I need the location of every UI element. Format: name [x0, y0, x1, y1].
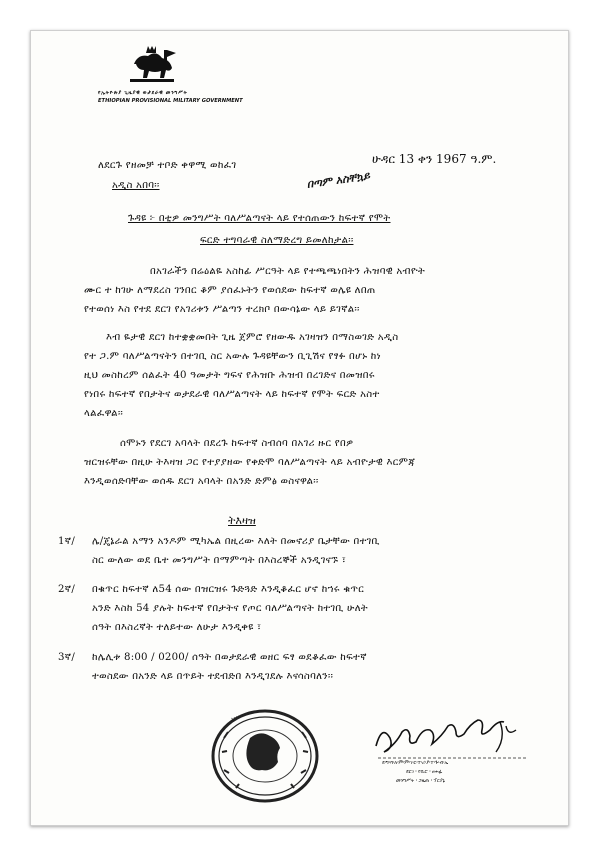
order-line: ተወስደው በአንድ ላይ በጥይት ተደብድበ እንዲገደሉ እናሳስባለን፡፡ [92, 671, 334, 682]
letter-date: ሁዳር 13 ቀን 1967 ዓ.ም. [372, 152, 497, 166]
body-line: እንዲወሰድባቸው ወሰዱ ደርገ አባላት በአንድ ድምፅ ወስናዋል፡፡ [84, 476, 319, 487]
svg-text:ᐩᐩᐩᐩ: ᐩᐩᐩᐩ [230, 714, 242, 724]
signature-line-1: ደ፡ግ፡ሻ፡ለ፡ም፡ም፡ገ፡ር፡ተ፡ሪ፡ያ፡ተ፡ጉ፡ብ፡ኤ [382, 760, 449, 766]
subject-line-1: ጉዳዩ ፦ በቲዎ መንግሥት ባለሥልጣናት ላይ የተሰጠውን ከፍተኛ የሞት [128, 213, 391, 224]
body-line: በአገራችን በሬዕልዬ አስከፊ ሥርዓት ላይ የተጫጫነበትን ሕዝባዊ አብዮት [150, 266, 426, 277]
body-line: ሰሞኑን የደርገ አባላት በደረጉ ከፍተኛ ስብሰባ በአገሪ ዙር የበዎ [120, 438, 354, 449]
letter-page [30, 30, 569, 826]
body-line: የተ ጋ.ም ባለሥልጣናትን በተገቢ ስር አውሉ ጉዳዩቸውን ቢጊሽና የፃፉ በሆኑ ከነ [84, 351, 381, 362]
body-line: እብ ዬታዊ ደርገ ከተቋቋመበት ጊዜ ጀምሮ የዘውዱ አገዛዝን በማስወገድ አዲስ [106, 332, 399, 343]
body-line: የነበሩ ከፍተኛ የበታትና ወታደራዊ ባለሥልጣናት ላይ ከፍተኛ የሞት ፍርድ አስተ [84, 389, 380, 400]
body-line: ዚህ መስከረም ሰልፈት 40 ዓመታት ግፍና የሕዝቡ ሕዝብ በረገድና በመዝበሩ [84, 370, 375, 381]
order-line: አንድ እስከ 54 ያሉት ከፍተኛ የበታትና የጦር ባለሥልጣናት ከተገቢ ሁለት [92, 603, 368, 614]
subject-line-2: ፍርድ ተግባራዊ ስለማድረግ ይመለከታል፡፡ [200, 235, 354, 246]
recipient-line-1: ለደርጉ የዘመቻ ተቦድ ቀዋሚ ወከፈገ [98, 160, 237, 171]
body-line: ዝርዝሩቸው በዚሁ ትእዛዝ ጋር የተያያዘው የቀድሞ ባለሥልጣናት ላይ አብዮታዊ እርምጃ [84, 457, 416, 468]
order-line: ሰዓት በእስረኛት ተለይተው ለሁታ እንዲቀዩ ፣ [92, 622, 262, 633]
signature-line-3: መንግሥት ፡ ጋዜጠ ፡ ፕርያኔ [396, 778, 445, 784]
body-line: ሙር ተ ከገሁ ለማደረስ ገንበር ቆም ያሰፈኑትን የወሰደው ከፍተኛ ወሌዩ ለበጠ [84, 285, 376, 296]
urgent-stamp: በጣም አስቸኳይ [306, 169, 371, 191]
lion-emblem-icon [124, 44, 180, 86]
letterhead-amharic: የኢትዮጵያ ጊዜያዊ ወታደራዊ መንግሥት [98, 90, 188, 96]
signature-line-2: ደርገ ፡ የቢሮ ፡ ፀሐፊ [406, 769, 443, 775]
order-number: 1ኛ/ [58, 536, 75, 547]
order-line: በቁጥር ከፍተኛ ለ54 ሰው በዝርዝሩ ጉድጓድ እንዲቆፈር ሆኖ ከኀሩ ቁጥር [92, 584, 365, 595]
order-line: ሌ/ጄኔራል አማን አንዶም ሚካኤል በዚረው እለት በመኖሪያ ቤታቸው በተገቢ [92, 536, 380, 547]
recipient-line-2: አዲስ አበባ፡፡ [112, 180, 160, 191]
order-line: ከሌሊቱ 8:00 / 0200/ ሰዓት በወታደራዊ ወዘር ፍፃ ወደቆፈው ከፍተኛ [92, 652, 367, 663]
order-line: ስር ውለው ወደ ቤተ መንግሥት በማምጣት በእስረኞች አንዲገናኙ ፣ [92, 555, 347, 566]
official-seal-icon [210, 708, 320, 804]
body-line: የተወሰነ እስ የተደ ደርገ የአገሪቱን ሥልጣን ተረክቦ በውሳኔው ላይ ይገኛል፡፡ [84, 304, 360, 315]
order-number: 3ኛ/ [58, 652, 75, 663]
orders-heading: ትእዛዝ [228, 514, 256, 527]
body-line: ላልፈዋል፡፡ [84, 408, 124, 419]
order-number: 2ኛ/ [58, 584, 75, 595]
letterhead-english: ETHIOPIAN PROVISIONAL MILITARY GOVERNMENT [98, 98, 243, 104]
